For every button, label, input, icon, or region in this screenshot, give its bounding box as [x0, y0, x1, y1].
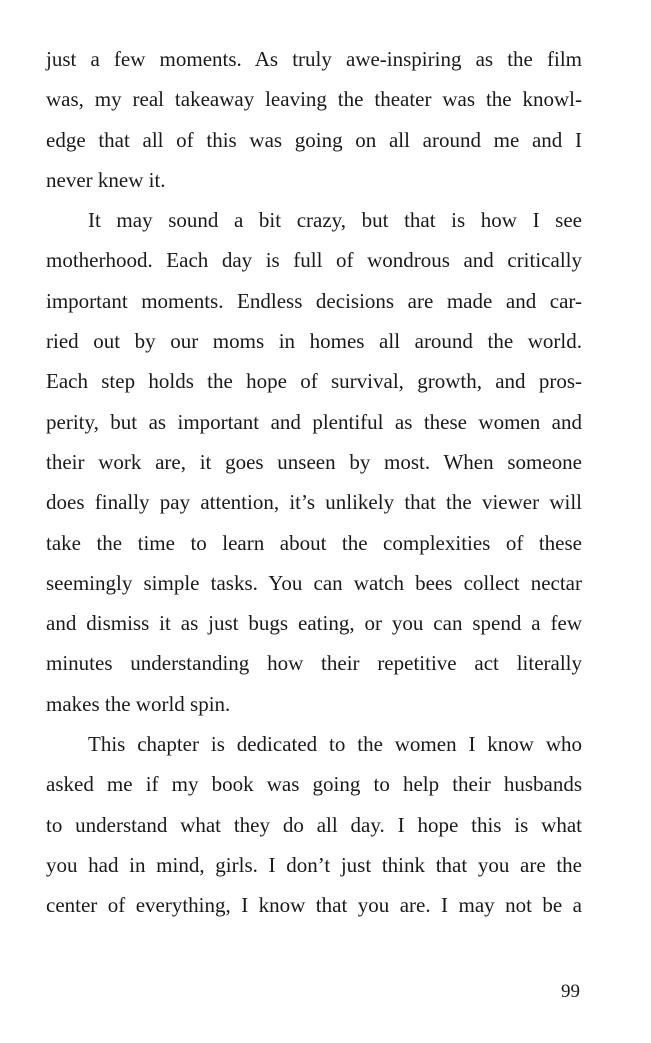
text-line: motherhood. Each day is full of wondrous and critically: [46, 248, 582, 273]
text-line: to understand what they do all day. I hope this is what: [46, 812, 582, 837]
text-line: important moments. Endless decisions are made and car-: [46, 288, 582, 313]
text-line: perity, but as important and plentiful as these women and: [46, 409, 582, 434]
text-line: edge that all of this was going on all around me and I: [46, 127, 582, 152]
body-text: [46, 39, 582, 926]
text-line: seemingly simple tasks. You can watch bees collect nectar: [46, 570, 582, 595]
text-line: Each step holds the hope of survival, growth, and pros-: [46, 369, 582, 394]
text-line: It may sound a bit crazy, but that is how I see: [88, 208, 582, 233]
text-line: does finally pay attention, it’s unlikely that the viewer will: [46, 490, 582, 515]
text-line: asked me if my book was going to help their husbands: [46, 772, 582, 797]
text-line: just a few moments. As truly awe-inspiring as the film: [46, 47, 582, 71]
text-line: take the time to learn about the complexities of these: [46, 530, 582, 555]
text-line: you had in mind, girls. I don’t just think that you are the: [46, 852, 582, 877]
page-number: 99: [561, 981, 580, 1002]
text-line: center of everything, I know that you are. I may not be a: [46, 893, 582, 918]
text-line: This chapter is dedicated to the women I know who: [88, 732, 582, 757]
text-line: never knew it.: [46, 167, 166, 192]
text-line: minutes understanding how their repetitive act literally: [46, 651, 582, 676]
text-line: and dismiss it as just bugs eating, or you can spend a few: [46, 611, 582, 636]
text-line: makes the world spin.: [46, 691, 231, 716]
text-line: their work are, it goes unseen by most. When someone: [46, 449, 582, 474]
text-line: was, my real takeaway leaving the theater was the knowl-: [46, 87, 582, 112]
text-line: ried out by our moms in homes all around the world.: [46, 329, 582, 354]
